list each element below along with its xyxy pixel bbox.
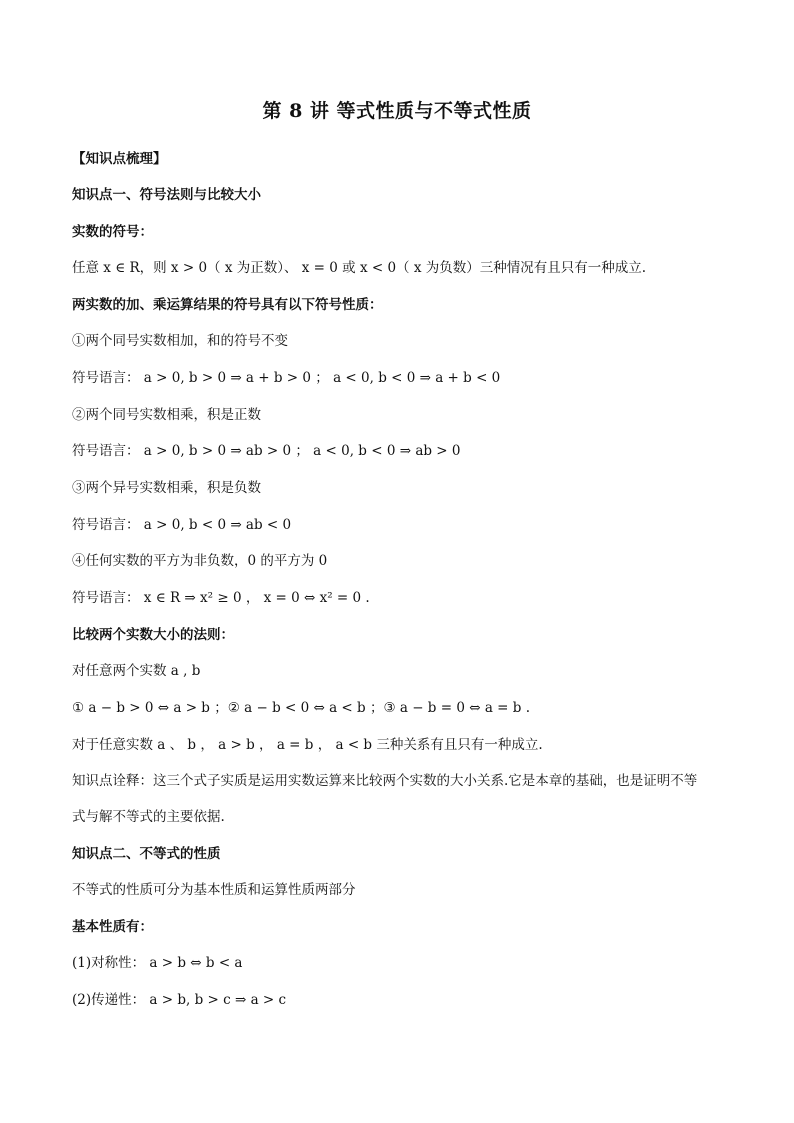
rule-4-text: ④任何实数的平方为非负数，0 的平方为 0 — [72, 553, 328, 569]
section-heading-knowledge-summary: 【知识点梳理】 — [72, 151, 167, 167]
property-symmetry: (1)对称性： a > b ⇔ b < a — [72, 955, 243, 971]
rule-2-text: ②两个同号实数相乘，积是正数 — [72, 407, 261, 423]
paragraph-compare-equivalences: ① a − b > 0 ⇔ a > b ；② a − b < 0 ⇔ a < b ；③ a − b = 0 ⇔ a = b . — [72, 700, 530, 716]
subheading-sign-properties: 两实数的加、乘运算结果的符号具有以下符号性质： — [72, 297, 383, 313]
subheading-real-number-sign: 实数的符号： — [72, 224, 153, 240]
property-transitivity: (2)传递性： a > b, b > c ⇒ a > c — [72, 992, 287, 1008]
rule-4-symbolic: 符号语言： x ∈ R ⇒ x² ≥ 0 ， x = 0 ⇔ x² = 0 . — [72, 590, 370, 606]
rule-1-text: ①两个同号实数相加，和的符号不变 — [72, 333, 288, 349]
paragraph-any-two-reals: 对任意两个实数 a , b — [72, 663, 201, 679]
paragraph-property-categories: 不等式的性质可分为基本性质和运算性质两部分 — [72, 882, 356, 898]
rule-2-symbolic: 符号语言： a > 0, b > 0 ⇒ ab > 0 ； a < 0, b < 0 ⇒ ab > 0 — [72, 443, 461, 459]
knowledge-point-1-heading: 知识点一、符号法则与比较大小 — [72, 187, 261, 203]
paragraph-trichotomy: 对于任意实数 a 、 b ， a > b ， a = b ， a < b 三种关系有且只有一种成立. — [72, 737, 543, 753]
knowledge-point-2-heading: 知识点二、不等式的性质 — [72, 846, 221, 862]
subheading-compare-rule: 比较两个实数大小的法则： — [72, 627, 234, 643]
paragraph-annotation-line-1: 知识点诠释：这三个式子实质是运用实数运算来比较两个实数的大小关系.它是本章的基础，也是证明不等 — [72, 773, 698, 789]
paragraph-sign-trichotomy: 任意 x ∈ R，则 x > 0（ x 为正数）、 x = 0 或 x < 0（ x 为负数）三种情况有且只有一种成立. — [72, 260, 647, 276]
page-title: 第 8 讲 等式性质与不等式性质 — [262, 100, 532, 122]
rule-3-symbolic: 符号语言： a > 0, b < 0 ⇒ ab < 0 — [72, 517, 292, 533]
paragraph-annotation-line-2: 式与解不等式的主要依据. — [72, 809, 225, 825]
subheading-basic-properties: 基本性质有： — [72, 919, 153, 935]
rule-3-text: ③两个异号实数相乘，积是负数 — [72, 480, 261, 496]
rule-1-symbolic: 符号语言： a > 0, b > 0 ⇒ a + b > 0 ； a < 0, b < 0 ⇒ a + b < 0 — [72, 370, 501, 386]
